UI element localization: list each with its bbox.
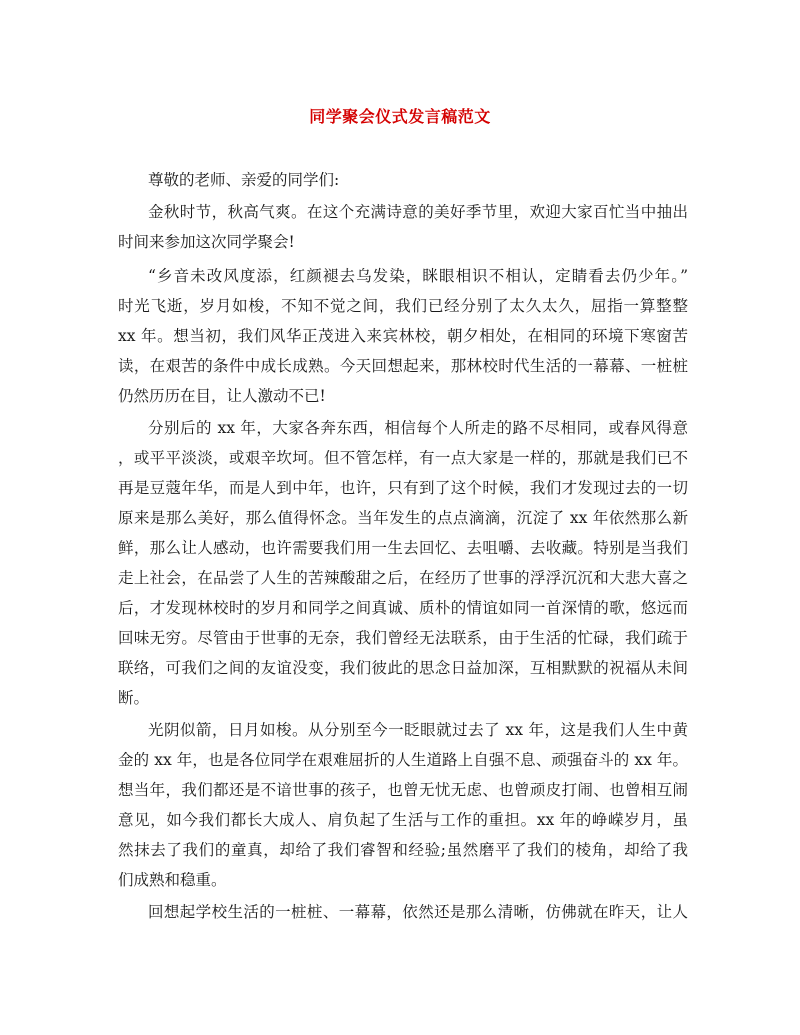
body-line: 后，才发现林校时的岁月和同学之间真诚、质朴的情谊如同一首深情的歌，悠远而 <box>118 599 688 617</box>
body-line: 们成熟和稳重。 <box>118 871 227 889</box>
body-line: 金秋时节，秋高气爽。在这个充满诗意的美好季节里，欢迎大家百忙当中抽出 <box>148 203 688 221</box>
body-line: 金的 xx 年，也是各位同学在艰难屈折的人生道路上自强不息、顽强奋斗的 xx 年。 <box>118 751 688 769</box>
body-line: 时光飞逝，岁月如梭，不知不觉之间，我们已经分别了太久太久，屈指一算整整 <box>118 297 688 315</box>
body-line: 回味无穷。尽管由于世事的无奈，我们曾经无法联系，由于生活的忙碌，我们疏于 <box>118 629 688 647</box>
body-line: 然抹去了我们的童真，却给了我们睿智和经验;虽然磨平了我们的棱角，却给了我 <box>118 841 688 859</box>
body-line: xx 年。想当初，我们风华正茂进入来宾林校，朝夕相处，在相同的环境下寒窗苦 <box>118 327 688 345</box>
body-line: 分别后的 xx 年，大家各奔东西，相信每个人所走的路不尽相同，或春风得意 <box>148 419 688 437</box>
body-line: 联络，可我们之间的友谊没变，我们彼此的思念日益加深，互相默默的祝福从未间 <box>118 659 688 677</box>
body-line: 再是豆蔻年华，而是人到中年，也许，只有到了这个时候，我们才发现过去的一切 <box>118 479 688 497</box>
body-line: 回想起学校生活的一桩桩、一幕幕，依然还是那么清晰，仿佛就在昨天，让人 <box>148 903 688 921</box>
body-line: 断。 <box>118 689 150 707</box>
body-line: 光阴似箭，日月如梭。从分别至今一眨眼就过去了 xx 年，这是我们人生中黄 <box>148 721 688 739</box>
body-line: 走上社会，在品尝了人生的苦辣酸甜之后，在经历了世事的浮浮沉沉和大悲大喜之 <box>118 569 688 587</box>
salutation-line: 尊敬的老师、亲爱的同学们: <box>148 171 340 189</box>
body-line: ，或平平淡淡，或艰辛坎坷。但不管怎样，有一点大家是一样的，那就是我们已不 <box>118 449 688 467</box>
body-line: 鲜，那么让人感动，也许需要我们用一生去回忆、去咀嚼、去收藏。特别是当我们 <box>118 539 688 557</box>
body-line: 想当年，我们都还是不谙世事的孩子，也曾无忧无虑、也曾顽皮打闹、也曾相互闹 <box>118 781 688 799</box>
body-line: 读，在艰苦的条件中成长成熟。今天回想起来，那林校时代生活的一幕幕、一桩桩 <box>118 357 688 375</box>
body-line: 原来是那么美好，那么值得怀念。当年发生的点点滴滴，沉淀了 xx 年依然那么新 <box>118 509 688 527</box>
body-line: 意见，如今我们都长大成人、肩负起了生活与工作的重担。xx 年的峥嵘岁月，虽 <box>118 811 688 829</box>
body-line: 时间来参加这次同学聚会! <box>118 233 295 251</box>
body-line: 仍然历历在目，让人激动不已! <box>118 387 326 405</box>
body-line: “乡音未改风度添，红颜褪去乌发染，眯眼相识不相认，定睛看去仍少年。” <box>148 267 688 285</box>
document-title: 同学聚会仪式发言稿范文 <box>309 107 491 126</box>
